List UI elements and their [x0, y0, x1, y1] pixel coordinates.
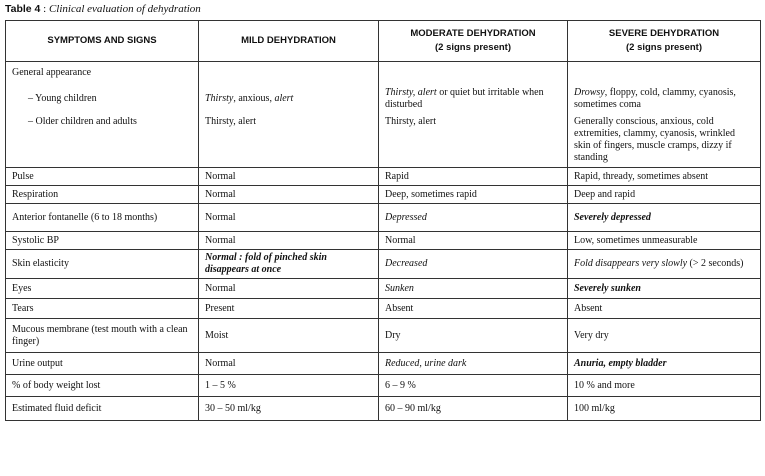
row-label: [6, 250, 199, 279]
table-cell: [568, 84, 761, 114]
cell-text: Depressed: [385, 211, 427, 223]
table-cell: [199, 114, 379, 168]
cell-text: Normal : fold of pinched skin disappears at once: [205, 252, 327, 275]
header-row: [6, 21, 761, 62]
caption-separator: :: [40, 3, 49, 15]
row-label: [6, 397, 199, 421]
table-cell: [568, 299, 761, 319]
table-cell: [199, 84, 379, 114]
cell-text: Low, sometimes unmeasurable: [574, 234, 698, 246]
table-cell: [568, 186, 761, 204]
row-label: [6, 319, 199, 353]
row-label: [6, 232, 199, 250]
table-cell: [568, 375, 761, 397]
table-cell: [568, 204, 761, 232]
cell-text: 30 – 50 ml/kg: [205, 402, 261, 414]
table-cell: [379, 168, 568, 186]
table-row: [6, 168, 761, 186]
table-cell: [199, 168, 379, 186]
table-cell: [379, 232, 568, 250]
cell-text: Generally conscious, anxious, cold extremities, clammy, cyanosis, wrinkled skin of fingers, muscle cramps, dizzy if standing: [574, 115, 735, 163]
cell-text: Thirsty: [205, 92, 234, 104]
cell-text: Present: [205, 302, 235, 314]
cell-text: Deep and rapid: [574, 188, 636, 200]
table-cell: [568, 62, 761, 84]
row-label: [6, 84, 199, 114]
cell-text: Rapid, thready, sometimes absent: [574, 170, 709, 182]
cell-text: Thirsty, alert: [205, 115, 257, 127]
row-label: [6, 186, 199, 204]
row-label: [6, 62, 199, 84]
table-row: [6, 397, 761, 421]
cell-text: Normal: [205, 282, 236, 294]
cell-text: Normal: [385, 234, 416, 246]
table-cell: [568, 353, 761, 375]
table-cell: [568, 250, 761, 279]
table-row: [6, 250, 761, 279]
column-header-text: SEVERE DEHYDRATION: [608, 28, 720, 39]
table-cell: [199, 397, 379, 421]
table-cell: [199, 186, 379, 204]
table-row: [6, 114, 761, 168]
cell-text: Absent: [385, 302, 414, 314]
cell-text: 60 – 90 ml/kg: [385, 402, 441, 414]
table-cell: [199, 279, 379, 299]
cell-text: Moist: [205, 329, 229, 341]
row-label: [6, 168, 199, 186]
table-caption: [5, 3, 201, 15]
column-header: [568, 21, 761, 62]
cell-text: Deep, sometimes rapid: [385, 188, 477, 200]
table-cell: [199, 353, 379, 375]
table-cell: [568, 114, 761, 168]
row-label-text: Estimated fluid deficit: [12, 402, 102, 414]
cell-text: Very dry: [574, 329, 609, 341]
cell-text: Dry: [385, 329, 401, 341]
table-cell: [568, 397, 761, 421]
cell-text: Normal: [205, 234, 236, 246]
table-cell: [379, 299, 568, 319]
table-cell: [379, 397, 568, 421]
table-cell: [199, 62, 379, 84]
table-row: [6, 186, 761, 204]
column-header-text: (2 signs present): [434, 42, 512, 53]
caption-title: Clinical evaluation of dehydration: [48, 3, 201, 15]
cell-text: or quiet but irritable when disturbed: [385, 86, 544, 110]
column-header: [6, 21, 199, 62]
table-cell: [379, 353, 568, 375]
row-label-text: Respiration: [12, 188, 59, 200]
cell-text: Decreased: [385, 258, 428, 269]
table-cell: [199, 204, 379, 232]
row-label-text: Urine output: [12, 357, 63, 369]
table-cell: [199, 375, 379, 397]
cell-text: Reduced, urine dark: [385, 357, 467, 369]
cell-text: Absent: [574, 302, 603, 314]
cell-text: Rapid: [385, 170, 409, 182]
row-label: [6, 279, 199, 299]
row-label: [6, 114, 199, 168]
row-label-text: Anterior fontanelle (6 to 18 months): [12, 211, 158, 223]
cell-text: 1 – 5 %: [205, 379, 236, 391]
row-label-text: – Older children and adults: [28, 115, 137, 127]
table-cell: [568, 168, 761, 186]
cell-text: 6 – 9 %: [385, 379, 416, 391]
cell-text: Fold disappears very slowly: [574, 258, 688, 269]
row-label-text: % of body weight lost: [12, 379, 101, 391]
table-row: [6, 204, 761, 232]
table-cell: [199, 299, 379, 319]
table-row: [6, 279, 761, 299]
cell-text: alert: [274, 92, 294, 104]
row-label: [6, 375, 199, 397]
table-row: [6, 232, 761, 250]
row-label-text: – Young children: [28, 92, 97, 104]
cell-text: Drowsy: [574, 86, 605, 98]
column-header-text: MILD DEHYDRATION: [241, 35, 336, 46]
table-cell: [379, 279, 568, 299]
table-cell: [379, 319, 568, 353]
column-header-text: SYMPTOMS AND SIGNS: [47, 35, 157, 46]
cell-text: Normal: [205, 188, 236, 200]
table-row: [6, 299, 761, 319]
cell-text: Anuria, empty bladder: [574, 357, 667, 369]
row-label: [6, 299, 199, 319]
column-header-text: MODERATE DEHYDRATION: [410, 28, 536, 39]
table-cell: [568, 319, 761, 353]
table-row: [6, 353, 761, 375]
table-cell: [379, 250, 568, 279]
row-label-text: Systolic BP: [12, 234, 59, 246]
row-label-text: Pulse: [12, 170, 34, 182]
table-cell: [379, 62, 568, 84]
table-row: [6, 319, 761, 353]
row-label-text: Tears: [12, 302, 34, 314]
table-row: [6, 84, 761, 114]
cell-text: Thirsty, alert: [385, 86, 437, 98]
cell-text: , floppy, cold, clammy, cyanosis, sometimes coma: [574, 86, 736, 110]
table-row: [6, 62, 761, 84]
cell-text: Normal: [205, 211, 236, 223]
cell-text: Severely depressed: [574, 211, 651, 223]
cell-text: Thirsty, alert: [385, 115, 437, 127]
cell-text: Normal: [205, 170, 236, 182]
row-label-text: Eyes: [12, 282, 32, 294]
table-cell: [379, 375, 568, 397]
table-cell: [199, 250, 379, 279]
table-cell: [379, 186, 568, 204]
cell-text: Severely sunken: [574, 282, 641, 294]
table-cell: [568, 232, 761, 250]
row-label-text: Skin elasticity: [12, 258, 69, 269]
cell-text: Sunken: [385, 282, 414, 294]
table-cell: [568, 279, 761, 299]
cell-text: , anxious,: [233, 92, 275, 104]
table-cell: [379, 204, 568, 232]
row-label: [6, 353, 199, 375]
cell-text: 10 % and more: [574, 379, 635, 391]
table-cell: [379, 114, 568, 168]
row-label-text: General appearance: [12, 66, 92, 78]
caption-label: Table 4: [5, 3, 41, 15]
column-header: [379, 21, 568, 62]
cell-text: (> 2 seconds): [687, 258, 744, 269]
table-cell: [379, 84, 568, 114]
dehydration-table: [5, 20, 761, 421]
row-label: [6, 204, 199, 232]
table-row: [6, 375, 761, 397]
column-header-text: (2 signs present): [625, 42, 703, 53]
table-cell: [199, 319, 379, 353]
cell-text: 100 ml/kg: [574, 402, 615, 414]
row-label-text: Mucous membrane (test mouth with a clean finger): [12, 323, 188, 347]
table-cell: [199, 232, 379, 250]
column-header: [199, 21, 379, 62]
cell-text: Normal: [205, 357, 236, 369]
